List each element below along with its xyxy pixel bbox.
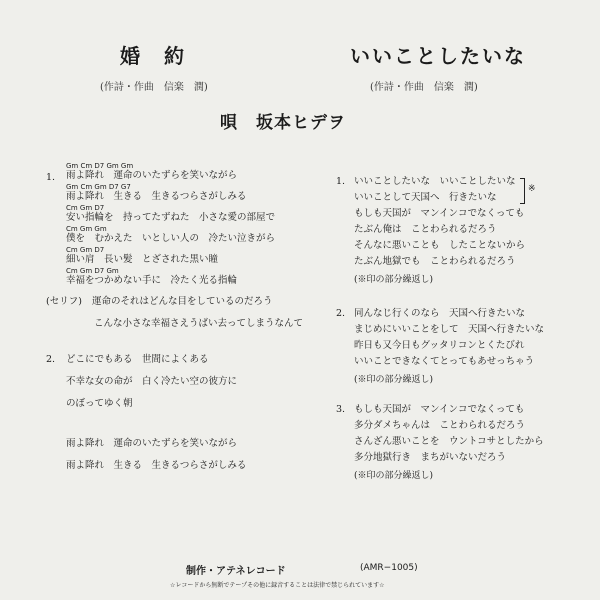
lyric-line: たぶん地獄でも ことわられるだろう [354,256,516,267]
catalog-number: (AMR−1005) [360,563,418,573]
chord-line: Cm Gm D7 Gm [66,267,119,275]
copyright-notice: ☆レコードから無断でテープその他に録音することは法律で禁じられています☆ [170,582,385,589]
repeat-bracket [520,178,525,204]
lyric-line: もしも天国が マンインコでなくっても [354,404,525,415]
repeat-note: (※印の部分繰返し) [354,275,434,285]
lyric-line: そんなに悪いことも したことないから [354,240,526,251]
lyric-line: のぼってゆく朝 [66,398,133,409]
chord-line: Cm Gm D7 [66,246,105,254]
verse-number: 1. [46,172,56,183]
producer-label: 制作・アテネレコード [186,566,286,577]
chord-line: Cm Gm Gm [66,225,107,233]
lyric-line: 多分地獄行き まちがいないだろう [354,452,507,463]
lyric-line: 細い肩 長い髪 とざされた黒い瞳 [66,254,219,265]
lyric-line: さんざん悪いことを ウントコサとしたから [354,436,544,447]
song2-title: いいことしたいな [350,44,526,68]
repeat-mark: ※ [528,184,536,194]
lyric-line: もしも天国が マンインコでなくっても [354,208,525,219]
lyric-line: いいことして天国へ 行きたいな [354,192,497,203]
lyric-line: たぶん俺は ことわられるだろう [354,224,497,235]
chord-line: Cm Gm D7 [66,204,105,212]
song1-credit: (作詩・作曲 信楽 潤) [100,82,208,93]
lyric-line: 幸福をつかめない手に 冷たく光る指輪 [66,275,238,286]
serif-line: 運命のそれはどんな目をしているのだろう [92,296,273,307]
lyric-line: 僕を むかえた いとしい人の 冷たい泣きがら [66,233,276,244]
lyric-line: 安い指輪を 持ってたずねた 小さな愛の部屋で [66,212,276,223]
lyric-line: 雨よ降れ 運命のいたずらを笑いながら [66,438,238,449]
repeat-note: (※印の部分繰返し) [354,471,434,481]
repeat-note: (※印の部分繰返し) [354,375,434,385]
verse-number: 1. [336,176,346,187]
serif-label: (セリフ) [46,296,82,307]
lyric-line: 雨よ降れ 運命のいたずらを笑いながら [66,170,238,181]
lyric-line: まじめにいいことをして 天国へ行きたいな [354,324,545,335]
lyric-line: 同んなじ行くのなら 天国へ行きたいな [354,308,526,319]
verse-number: 2. [336,308,346,319]
lyric-line: いいことできなくてとってもあせっちゃう [354,356,535,367]
singer-credit: 唄 坂本ヒデヲ [220,113,346,133]
lyric-line: 雨よ降れ 生きる 生きるつらさがしみる [66,460,247,471]
lyric-line: 多分ダメちゃんは ことわられるだろう [354,420,526,431]
lyric-line: 雨よ降れ 生きる 生きるつらさがしみる [66,191,247,202]
lyric-line: 不幸な女の命が 白く冷たい空の彼方に [66,376,238,387]
chord-line: Gm Cm D7 Gm Gm [66,162,134,170]
serif-line: こんな小さな幸福さえうばい去ってしまうなんて [94,318,304,329]
verse-number: 2. [46,354,56,365]
song1-title: 婚 約 [120,44,186,68]
lyric-line: どこにでもある 世間によくある [66,354,209,365]
chord-line: Gm Cm Gm D7 G7 [66,183,131,191]
lyric-line: 昨日も又今日もグッタリコンとくたびれ [354,340,525,351]
lyric-line: いいことしたいな いいことしたいな [354,176,516,187]
song2-credit: (作詩・作曲 信楽 潤) [370,82,478,93]
verse-number: 3. [336,404,346,415]
